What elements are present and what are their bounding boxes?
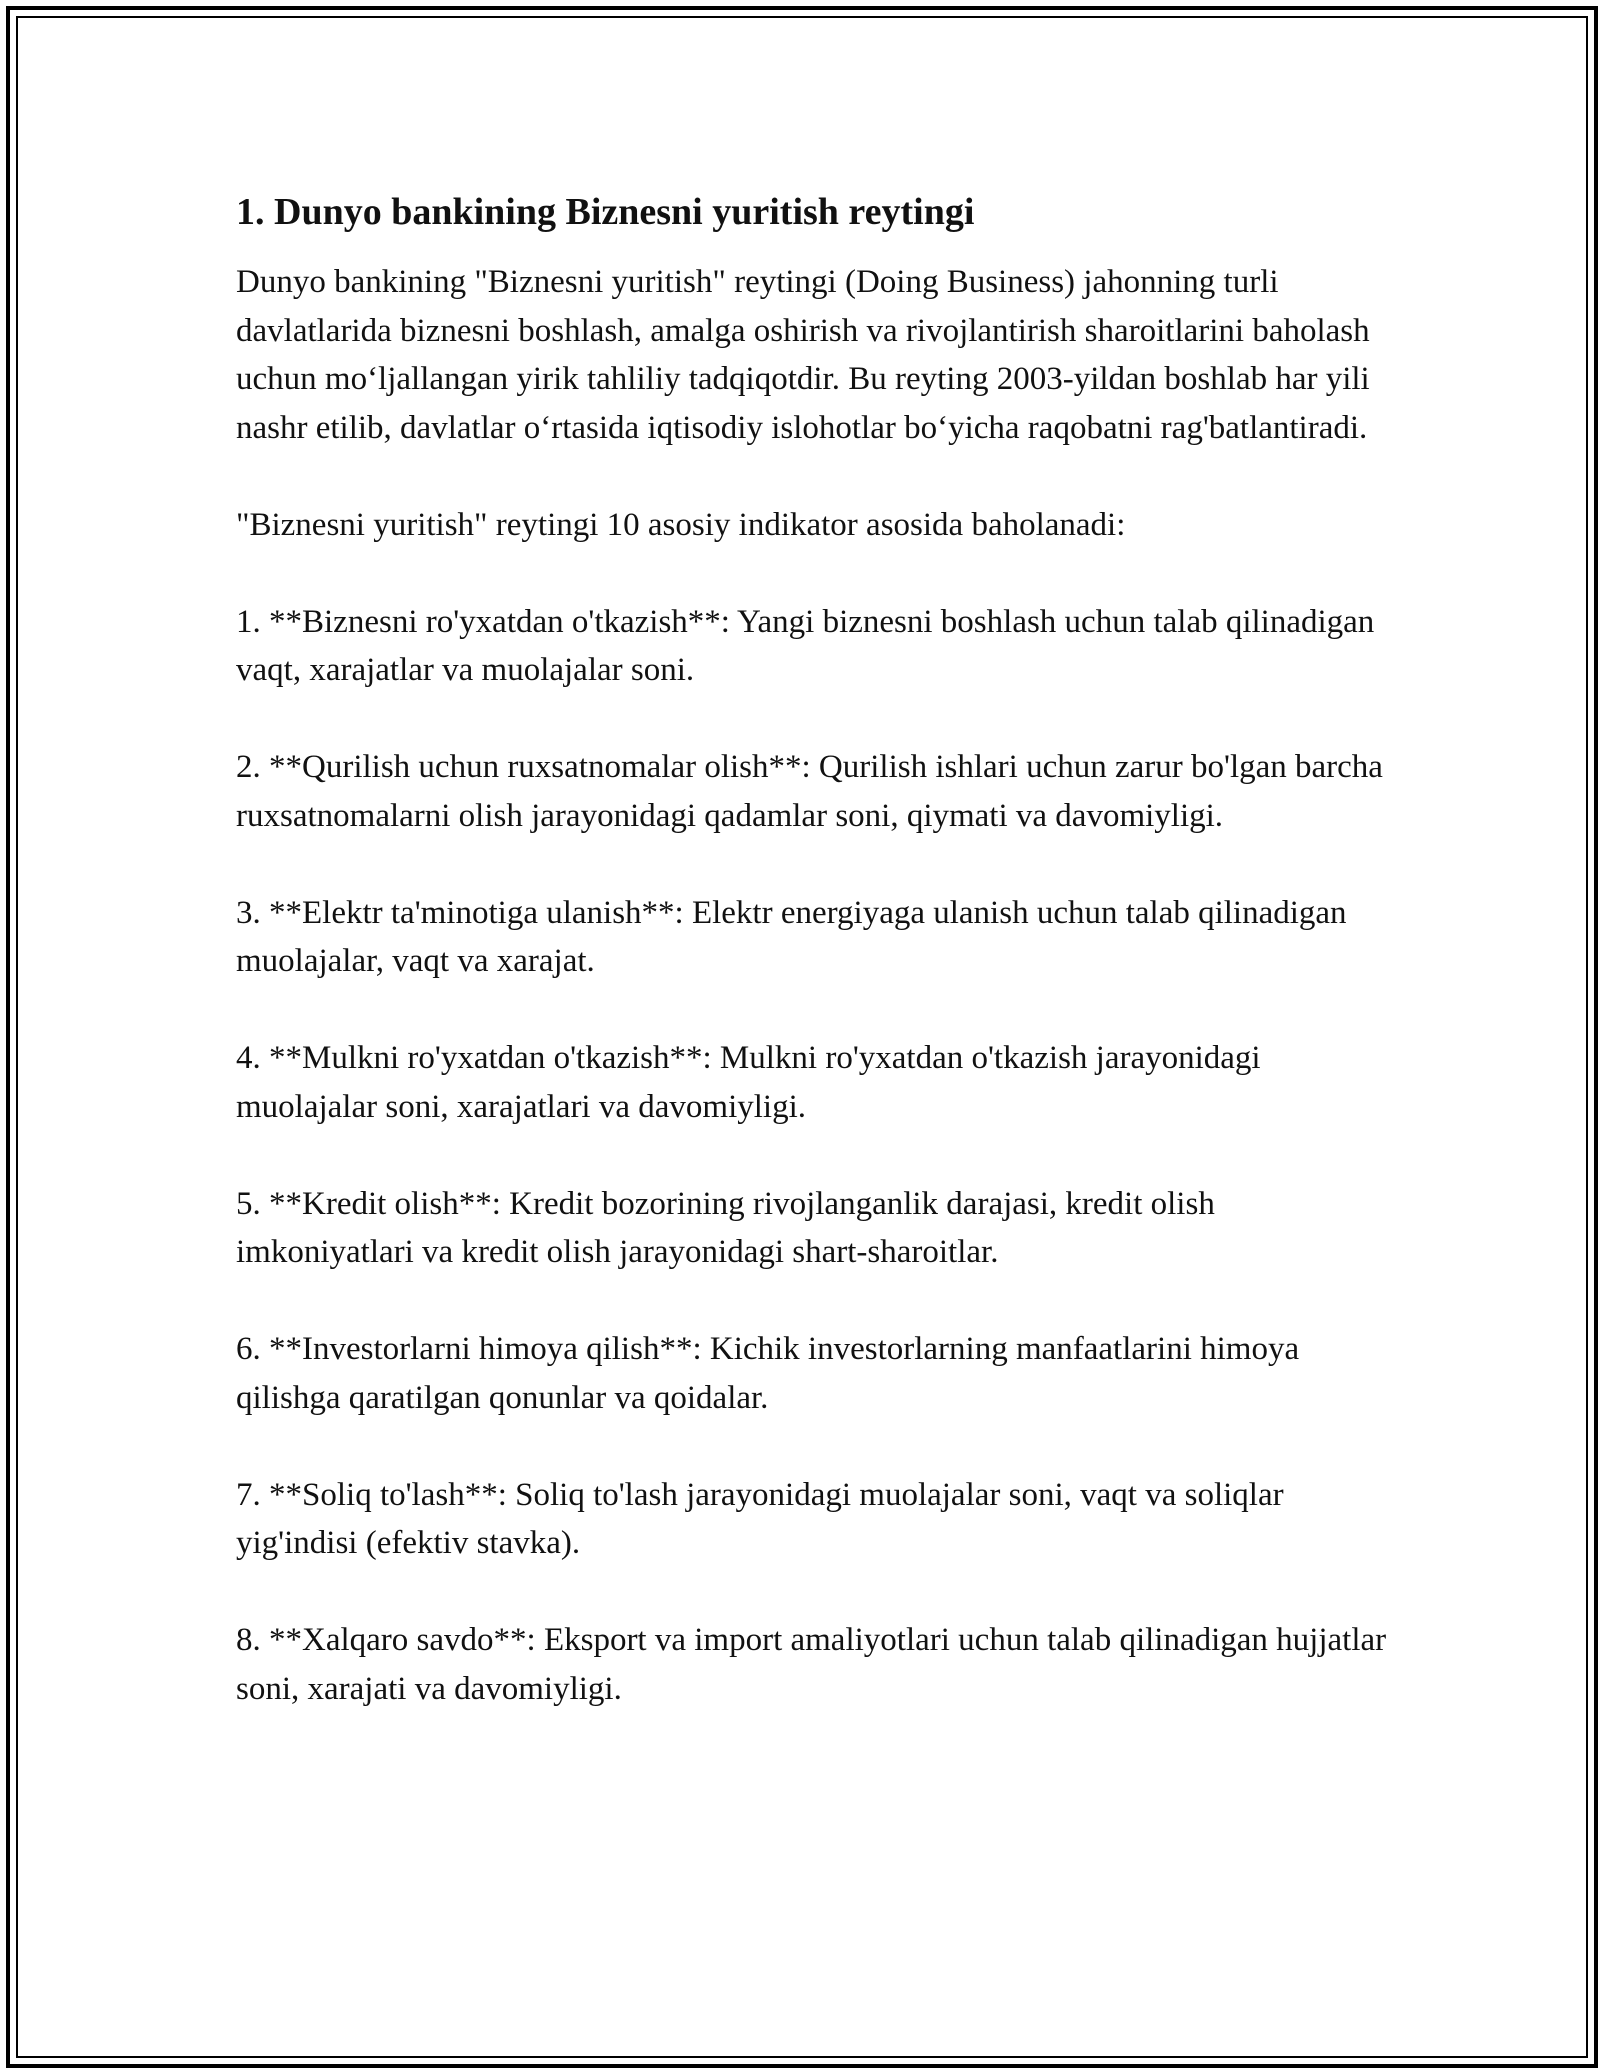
indicator-item: 2. **Qurilish uchun ruxsatnomalar olish**: Qurilish ishlari uchun zarur bo'lgan barcha ruxsatnomalarni olish jarayonidagi qadamlar soni, qiymati va davomiyligi. (236, 749, 1383, 834)
indicator-item: 7. **Soliq to'lash**: Soliq to'lash jarayonidagi muolajalar soni, vaqt va soliqlar yig'indisi (efektiv stavka). (236, 1476, 1284, 1561)
document-body (236, 186, 1396, 1762)
indicator-item: 1. **Biznesni ro'yxatdan o'tkazish**: Yangi biznesni boshlash uchun talab qilinadigan vaqt, xarajatlar va muolajalar soni. (236, 603, 1375, 688)
intro-paragraph: Dunyo bankining "Biznesni yuritish" reytingi (Doing Business) jahonning turli davlatlarida biznesni boshlash, amalga oshirish va rivojlantirish sharoitlarini baholash uchun mo‘ljallangan yirik tahliliy tadqiqotdir. Bu reyting 2003-yildan boshlab har yili nashr etilib, davlatlar o‘rtasida iqtisodiy islohotlar bo‘yicha raqobatni rag'batlantiradi. (236, 264, 1370, 446)
indicator-item: 6. **Investorlarni himoya qilish**: Kichik investorlarning manfaatlarini himoya qilishga qaratilgan qonunlar va qoidalar. (236, 1331, 1300, 1416)
document-title: 1. Dunyo bankining Biznesni yuritish reytingi (236, 191, 975, 233)
indicator-item: 4. **Mulkni ro'yxatdan o'tkazish**: Mulkni ro'yxatdan o'tkazish jarayonidagi muolajalar soni, xarajatlari va davomiyligi. (236, 1040, 1261, 1125)
indicator-lead: "Biznesni yuritish" reytingi 10 asosiy indikator asosida baholanadi: (236, 506, 1126, 543)
indicator-item: 3. **Elektr ta'minotiga ulanish**: Elektr energiyaga ulanish uchun talab qilinadigan muolajalar, vaqt va xarajat. (236, 894, 1347, 979)
indicator-item: 8. **Xalqaro savdo**: Eksport va import amaliyotlari uchun talab qilinadigan hujjatlar soni, xarajati va davomiyligi. (236, 1622, 1387, 1707)
indicator-item: 5. **Kredit olish**: Kredit bozorining rivojlanganlik darajasi, kredit olish imkoniyatlari va kredit olish jarayonidagi shart-sharoitlar. (236, 1185, 1215, 1270)
